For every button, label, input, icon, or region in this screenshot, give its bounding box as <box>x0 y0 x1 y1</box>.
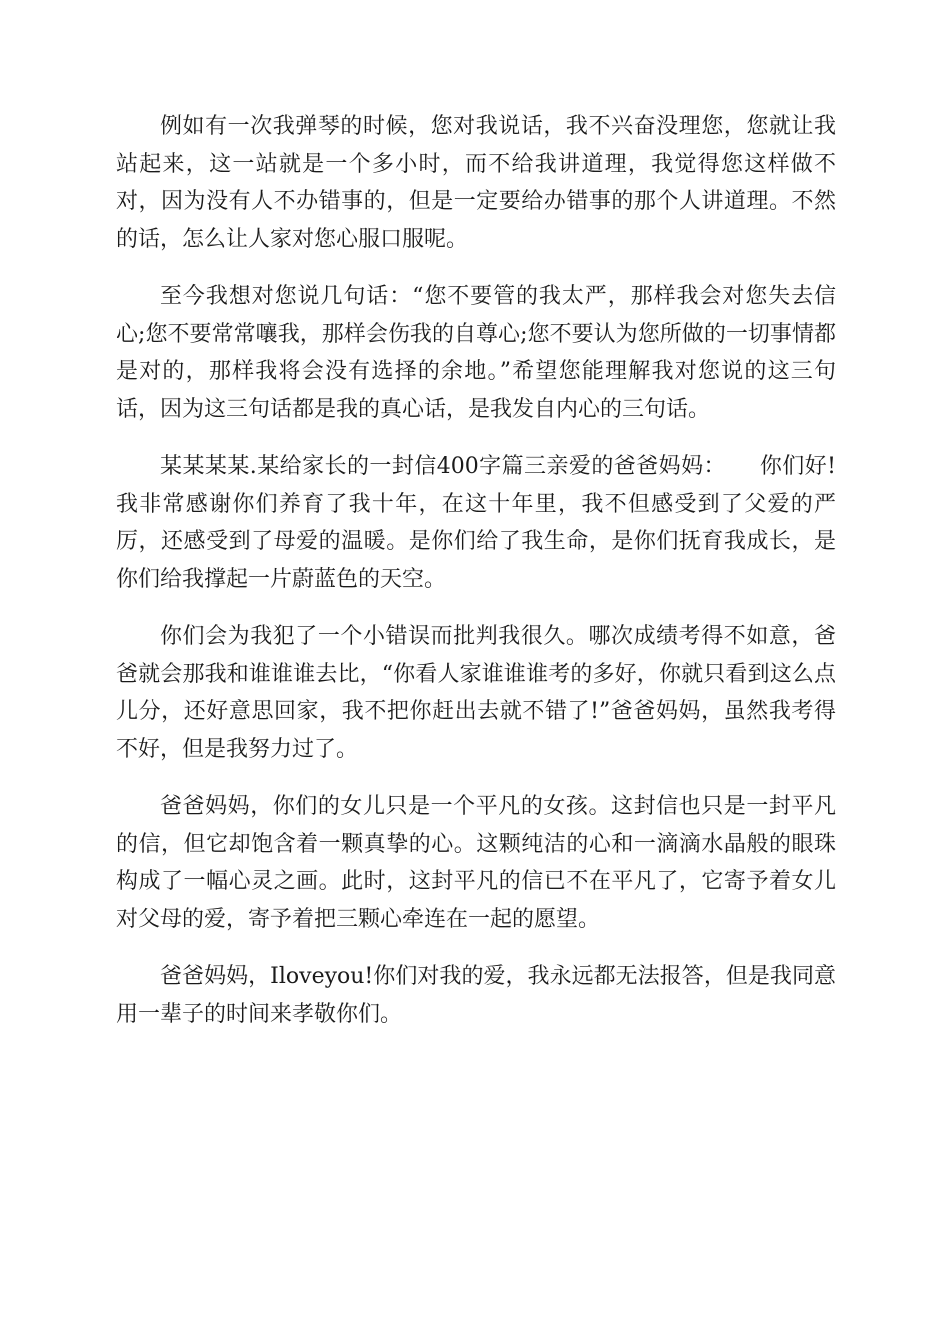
paragraph-5: 爸爸妈妈，你们的女儿只是一个平凡的女孩。这封信也只是一封平凡的信，但它却饱含着一颗真挚的心。这颗纯洁的心和一滴滴水晶般的眼珠构成了一幅心灵之画。此时，这封平凡的信已不在平凡了，它寄予着女儿对父母的爱，寄予着把三颗心牵连在一起的愿望。 <box>116 794 836 932</box>
paragraph-2: 至今我想对您说几句话：“您不要管的我太严，那样我会对您失去信心;您不要常常嚷我，那样会伤我的自尊心;您不要认为您所做的一切事情都是对的，那样我将会没有选择的余地。”希望您能理解我对您说的这三句话，因为这三句话都是我的真心话，是我发自内心的三句话。 <box>116 284 836 422</box>
paragraph-1: 例如有一次我弹琴的时候，您对我说话，我不兴奋没理您，您就让我站起来，这一站就是一个多小时，而不给我讲道理，我觉得您这样做不对，因为没有人不办错事的，但是一定要给办错事的那个人讲道理。不然的话，怎么让人家对您心服口服呢。 <box>116 114 836 252</box>
document-body <box>116 108 836 1033</box>
paragraph-3: 某某某某.某给家长的一封信400字篇三亲爱的爸爸妈妈： 你们好!我非常感谢你们养育了我十年，在这十年里，我不但感受到了父爱的严厉，还感受到了母爱的温暖。是你们给了我生命，是你们抚育我成长，是你们给我撑起一片蔚蓝色的天空。 <box>116 454 836 592</box>
paragraph-6: 爸爸妈妈，Iloveyou!你们对我的爱，我永远都无法报答，但是我同意用一辈子的时间来孝敬你们。 <box>116 964 836 1027</box>
paragraph-4: 你们会为我犯了一个小错误而批判我很久。哪次成绩考得不如意，爸爸就会那我和谁谁谁去比，“你看人家谁谁谁考的多好，你就只看到这么点儿分，还好意思回家，我不把你赶出去就不错了!”爸爸妈妈，虽然我考得不好，但是我努力过了。 <box>116 624 836 762</box>
